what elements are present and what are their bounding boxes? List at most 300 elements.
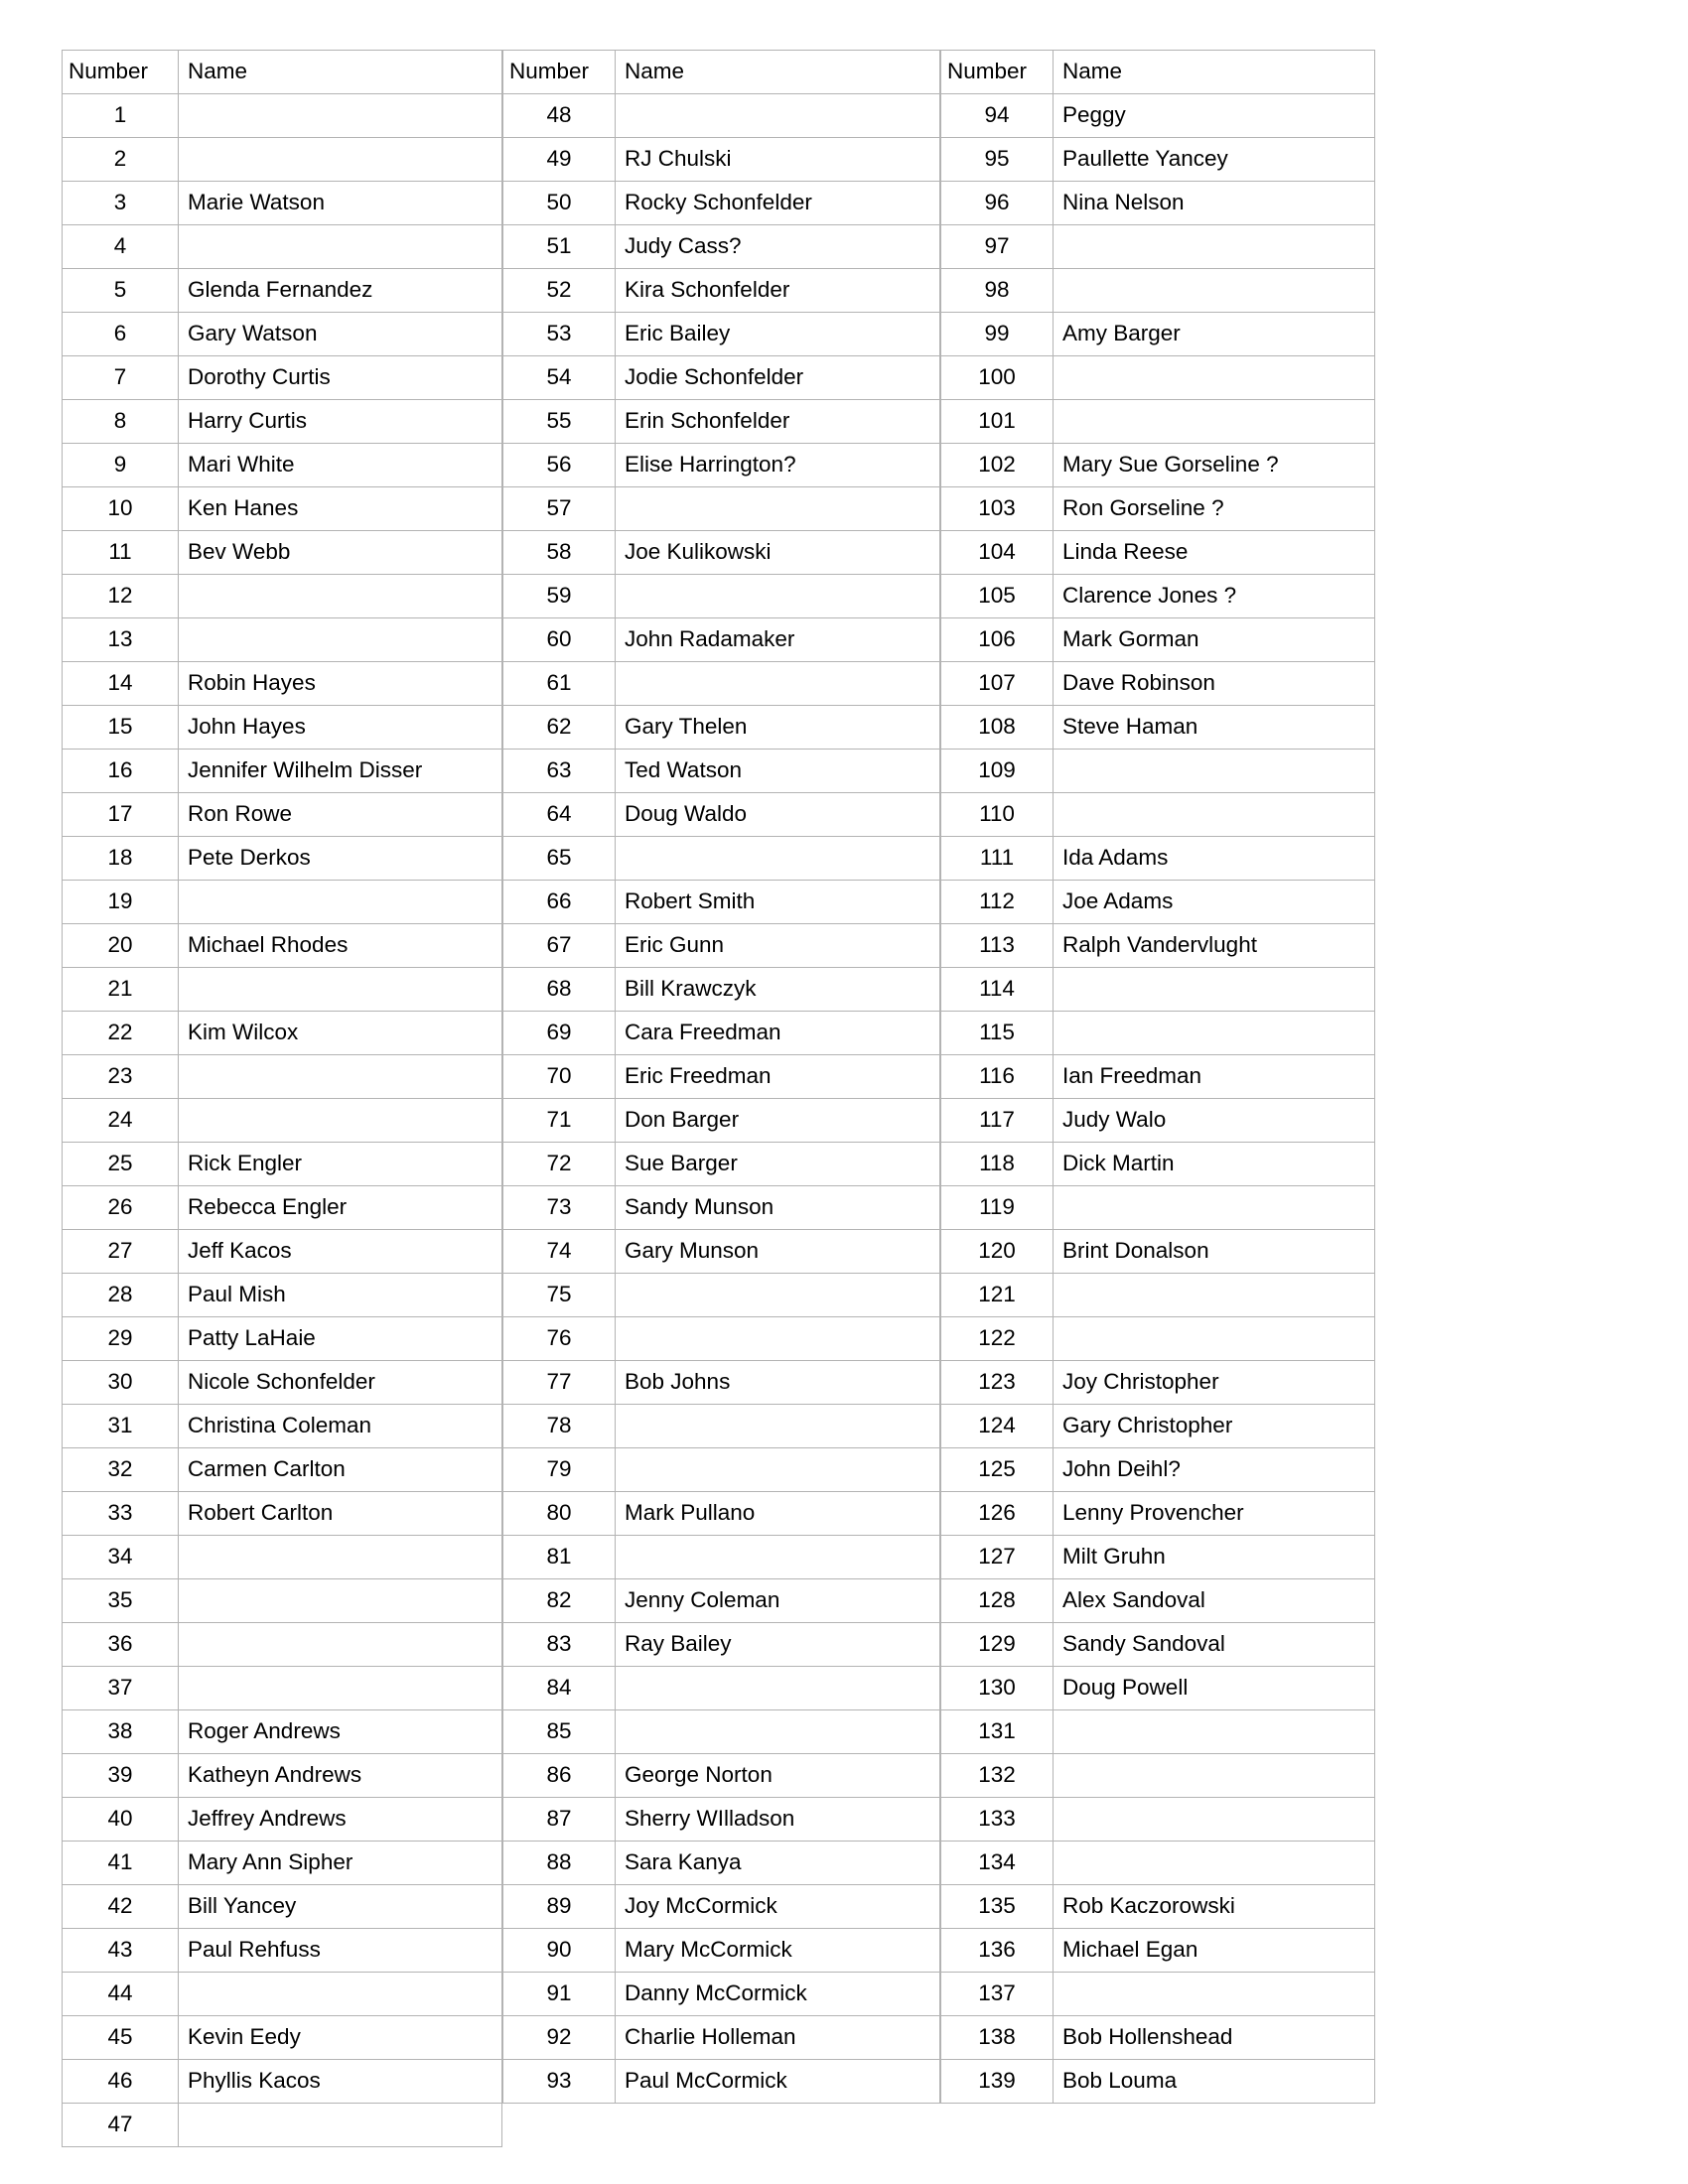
table-row (941, 531, 1375, 575)
cell-number: 3 (63, 182, 179, 225)
cell-name: Linda Reese (1054, 531, 1375, 575)
cell-name: Pete Derkos (179, 837, 502, 881)
roster-column-2 (502, 50, 940, 2104)
cell-number: 33 (63, 1492, 179, 1536)
cell-number: 52 (503, 269, 616, 313)
cell-number: 53 (503, 313, 616, 356)
table-row (503, 138, 940, 182)
table-row (63, 618, 502, 662)
cell-name: Ron Gorseline ? (1054, 487, 1375, 531)
cell-number: 29 (63, 1317, 179, 1361)
cell-name (179, 968, 502, 1012)
cell-number: 74 (503, 1230, 616, 1274)
cell-number: 56 (503, 444, 616, 487)
cell-number: 8 (63, 400, 179, 444)
cell-number: 38 (63, 1710, 179, 1754)
table-row (63, 138, 502, 182)
table-header-row (63, 51, 502, 94)
table-row (63, 750, 502, 793)
table-row (941, 1099, 1375, 1143)
cell-name: Jeffrey Andrews (179, 1798, 502, 1842)
cell-number: 99 (941, 313, 1054, 356)
column-header-number: Number (63, 51, 179, 94)
cell-name: Robert Carlton (179, 1492, 502, 1536)
cell-number: 113 (941, 924, 1054, 968)
table-row (941, 793, 1375, 837)
cell-name (616, 575, 940, 618)
table-row (503, 793, 940, 837)
cell-number: 90 (503, 1929, 616, 1973)
cell-number: 51 (503, 225, 616, 269)
cell-name: Sara Kanya (616, 1842, 940, 1885)
cell-number: 60 (503, 618, 616, 662)
table-row (941, 1492, 1375, 1536)
cell-name (616, 1405, 940, 1448)
roster-column-1 (62, 50, 502, 2147)
cell-name (1054, 968, 1375, 1012)
roster-body-1 (63, 94, 502, 2147)
cell-name: Ray Bailey (616, 1623, 940, 1667)
cell-name: Bob Louma (1054, 2060, 1375, 2104)
table-row (503, 487, 940, 531)
cell-name: Ralph Vandervlught (1054, 924, 1375, 968)
cell-number: 81 (503, 1536, 616, 1579)
cell-name: Dorothy Curtis (179, 356, 502, 400)
table-row (941, 2060, 1375, 2104)
cell-number: 136 (941, 1929, 1054, 1973)
cell-name: Don Barger (616, 1099, 940, 1143)
cell-name (1054, 1754, 1375, 1798)
table-row (503, 750, 940, 793)
cell-name: Sue Barger (616, 1143, 940, 1186)
table-row (63, 1798, 502, 1842)
cell-number: 111 (941, 837, 1054, 881)
cell-name: Michael Egan (1054, 1929, 1375, 1973)
cell-name: Kira Schonfelder (616, 269, 940, 313)
table-row (63, 837, 502, 881)
table-row (63, 1842, 502, 1885)
table-row (63, 313, 502, 356)
cell-number: 41 (63, 1842, 179, 1885)
table-row (941, 182, 1375, 225)
cell-number: 82 (503, 1579, 616, 1623)
table-row (63, 400, 502, 444)
cell-number: 7 (63, 356, 179, 400)
cell-number: 26 (63, 1186, 179, 1230)
cell-name: Mary Sue Gorseline ? (1054, 444, 1375, 487)
table-row (941, 356, 1375, 400)
cell-number: 123 (941, 1361, 1054, 1405)
table-row (503, 1317, 940, 1361)
cell-name: Jennifer Wilhelm Disser (179, 750, 502, 793)
cell-name (179, 1667, 502, 1710)
table-row (503, 1842, 940, 1885)
cell-number: 72 (503, 1143, 616, 1186)
cell-number: 124 (941, 1405, 1054, 1448)
table-row (63, 182, 502, 225)
table-row (63, 1274, 502, 1317)
cell-name: Rebecca Engler (179, 1186, 502, 1230)
cell-name: Glenda Fernandez (179, 269, 502, 313)
table-row (941, 750, 1375, 793)
table-row (941, 1973, 1375, 2016)
table-row (503, 1710, 940, 1754)
table-row (63, 1754, 502, 1798)
cell-number: 36 (63, 1623, 179, 1667)
cell-number: 54 (503, 356, 616, 400)
table-row (63, 487, 502, 531)
cell-number: 13 (63, 618, 179, 662)
cell-number: 103 (941, 487, 1054, 531)
table-row (503, 444, 940, 487)
table-row (503, 1055, 940, 1099)
cell-number: 87 (503, 1798, 616, 1842)
cell-number: 18 (63, 837, 179, 881)
cell-number: 69 (503, 1012, 616, 1055)
cell-number: 61 (503, 662, 616, 706)
cell-name: RJ Chulski (616, 138, 940, 182)
table-row (503, 400, 940, 444)
cell-name: Judy Cass? (616, 225, 940, 269)
cell-name (1054, 1186, 1375, 1230)
cell-name (179, 1623, 502, 1667)
cell-name: Sandy Munson (616, 1186, 940, 1230)
table-row (63, 1492, 502, 1536)
table-row (941, 1536, 1375, 1579)
table-row (941, 487, 1375, 531)
table-row (941, 1012, 1375, 1055)
table-row (941, 1667, 1375, 1710)
cell-name: Jodie Schonfelder (616, 356, 940, 400)
table-row (63, 1929, 502, 1973)
table-row (63, 2104, 502, 2147)
cell-number: 95 (941, 138, 1054, 182)
cell-number: 94 (941, 94, 1054, 138)
cell-name: Sandy Sandoval (1054, 1623, 1375, 1667)
cell-name: Paullette Yancey (1054, 138, 1375, 182)
cell-name: Patty LaHaie (179, 1317, 502, 1361)
table-row (63, 2016, 502, 2060)
cell-number: 24 (63, 1099, 179, 1143)
cell-name: Ian Freedman (1054, 1055, 1375, 1099)
cell-number: 27 (63, 1230, 179, 1274)
cell-number: 63 (503, 750, 616, 793)
cell-name: Bev Webb (179, 531, 502, 575)
table-row (941, 225, 1375, 269)
table-row (63, 1230, 502, 1274)
cell-name: Eric Gunn (616, 924, 940, 968)
cell-name: Peggy (1054, 94, 1375, 138)
table-row (941, 94, 1375, 138)
cell-number: 83 (503, 1623, 616, 1667)
cell-number: 6 (63, 313, 179, 356)
table-row (941, 662, 1375, 706)
table-row (63, 1143, 502, 1186)
cell-number: 88 (503, 1842, 616, 1885)
table-row (63, 1667, 502, 1710)
cell-name: Cara Freedman (616, 1012, 940, 1055)
cell-number: 17 (63, 793, 179, 837)
cell-name: Gary Thelen (616, 706, 940, 750)
cell-name (616, 487, 940, 531)
cell-name: Milt Gruhn (1054, 1536, 1375, 1579)
cell-name (616, 662, 940, 706)
cell-number: 96 (941, 182, 1054, 225)
cell-name (1054, 793, 1375, 837)
cell-name: Mari White (179, 444, 502, 487)
roster-body-3 (941, 94, 1375, 2104)
table-row (503, 1361, 940, 1405)
cell-name: Rick Engler (179, 1143, 502, 1186)
cell-number: 77 (503, 1361, 616, 1405)
table-row (63, 269, 502, 313)
cell-name: Harry Curtis (179, 400, 502, 444)
table-row (941, 1798, 1375, 1842)
cell-number: 116 (941, 1055, 1054, 1099)
table-row (503, 662, 940, 706)
cell-number: 10 (63, 487, 179, 531)
cell-name: Lenny Provencher (1054, 1492, 1375, 1536)
table-row (503, 924, 940, 968)
cell-number: 138 (941, 2016, 1054, 2060)
cell-number: 14 (63, 662, 179, 706)
table-row (63, 706, 502, 750)
table-row (63, 1579, 502, 1623)
table-row (941, 618, 1375, 662)
cell-number: 107 (941, 662, 1054, 706)
cell-number: 39 (63, 1754, 179, 1798)
cell-number: 115 (941, 1012, 1054, 1055)
cell-number: 50 (503, 182, 616, 225)
cell-name (1054, 750, 1375, 793)
cell-number: 76 (503, 1317, 616, 1361)
table-row (941, 1274, 1375, 1317)
cell-number: 100 (941, 356, 1054, 400)
cell-number: 28 (63, 1274, 179, 1317)
cell-name: Dave Robinson (1054, 662, 1375, 706)
roster-body-2 (503, 94, 940, 2104)
cell-name (616, 837, 940, 881)
table-row (503, 1492, 940, 1536)
cell-number: 11 (63, 531, 179, 575)
table-row (503, 1667, 940, 1710)
cell-number: 110 (941, 793, 1054, 837)
table-header-row (941, 51, 1375, 94)
cell-name: Danny McCormick (616, 1973, 940, 2016)
cell-number: 1 (63, 94, 179, 138)
cell-name: Phyllis Kacos (179, 2060, 502, 2104)
cell-number: 80 (503, 1492, 616, 1536)
table-row (63, 1186, 502, 1230)
table-row (63, 1448, 502, 1492)
table-row (941, 1579, 1375, 1623)
cell-name (616, 1667, 940, 1710)
table-row (63, 1405, 502, 1448)
table-row (941, 1143, 1375, 1186)
cell-number: 114 (941, 968, 1054, 1012)
cell-number: 97 (941, 225, 1054, 269)
table-row (503, 313, 940, 356)
cell-number: 104 (941, 531, 1054, 575)
cell-name (179, 1579, 502, 1623)
table-row (941, 313, 1375, 356)
cell-number: 105 (941, 575, 1054, 618)
cell-name (1054, 1798, 1375, 1842)
cell-name (1054, 225, 1375, 269)
cell-name: Bill Yancey (179, 1885, 502, 1929)
cell-name: Alex Sandoval (1054, 1579, 1375, 1623)
cell-name: Mary Ann Sipher (179, 1842, 502, 1885)
cell-name: Erin Schonfelder (616, 400, 940, 444)
cell-number: 120 (941, 1230, 1054, 1274)
table-row (941, 1885, 1375, 1929)
cell-number: 43 (63, 1929, 179, 1973)
cell-name: Joy McCormick (616, 1885, 940, 1929)
cell-number: 57 (503, 487, 616, 531)
table-row (503, 2060, 940, 2104)
column-header-number: Number (941, 51, 1054, 94)
table-row (503, 1885, 940, 1929)
cell-number: 119 (941, 1186, 1054, 1230)
cell-number: 86 (503, 1754, 616, 1798)
cell-number: 129 (941, 1623, 1054, 1667)
table-row (503, 94, 940, 138)
cell-name: Michael Rhodes (179, 924, 502, 968)
cell-name: John Radamaker (616, 618, 940, 662)
table-row (503, 531, 940, 575)
cell-name (616, 1710, 940, 1754)
table-row (941, 1317, 1375, 1361)
table-row (503, 1754, 940, 1798)
cell-number: 65 (503, 837, 616, 881)
cell-number: 71 (503, 1099, 616, 1143)
cell-number: 9 (63, 444, 179, 487)
table-row (503, 225, 940, 269)
cell-number: 22 (63, 1012, 179, 1055)
cell-name (179, 1099, 502, 1143)
cell-number: 46 (63, 2060, 179, 2104)
cell-number: 19 (63, 881, 179, 924)
cell-name (179, 1536, 502, 1579)
cell-name: Elise Harrington? (616, 444, 940, 487)
cell-number: 30 (63, 1361, 179, 1405)
cell-name: Rocky Schonfelder (616, 182, 940, 225)
cell-name (1054, 1012, 1375, 1055)
cell-name: Judy Walo (1054, 1099, 1375, 1143)
cell-name: Brint Donalson (1054, 1230, 1375, 1274)
table-row (503, 575, 940, 618)
table-row (503, 881, 940, 924)
cell-number: 64 (503, 793, 616, 837)
table-row (503, 1405, 940, 1448)
cell-name: Sherry WIlladson (616, 1798, 940, 1842)
cell-number: 75 (503, 1274, 616, 1317)
cell-number: 139 (941, 2060, 1054, 2104)
cell-number: 122 (941, 1317, 1054, 1361)
cell-name: Bill Krawczyk (616, 968, 940, 1012)
cell-number: 128 (941, 1579, 1054, 1623)
cell-name (616, 1274, 940, 1317)
table-row (63, 1536, 502, 1579)
cell-number: 137 (941, 1973, 1054, 2016)
table-row (941, 575, 1375, 618)
cell-name: George Norton (616, 1754, 940, 1798)
roster-column-3 (940, 50, 1375, 2104)
table-row (503, 1798, 940, 1842)
table-row (63, 1885, 502, 1929)
table-row (503, 1099, 940, 1143)
cell-number: 25 (63, 1143, 179, 1186)
cell-name (1054, 1973, 1375, 2016)
column-header-name: Name (616, 51, 940, 94)
cell-number: 89 (503, 1885, 616, 1929)
table-row (941, 706, 1375, 750)
cell-number: 125 (941, 1448, 1054, 1492)
cell-number: 42 (63, 1885, 179, 1929)
cell-number: 20 (63, 924, 179, 968)
cell-name (1054, 400, 1375, 444)
cell-number: 48 (503, 94, 616, 138)
table-row (63, 1361, 502, 1405)
cell-name: Nina Nelson (1054, 182, 1375, 225)
cell-number: 67 (503, 924, 616, 968)
table-row (63, 1055, 502, 1099)
table-row (941, 837, 1375, 881)
cell-name: Clarence Jones ? (1054, 575, 1375, 618)
cell-name (1054, 356, 1375, 400)
cell-name (1054, 269, 1375, 313)
cell-name: Amy Barger (1054, 313, 1375, 356)
cell-number: 16 (63, 750, 179, 793)
table-row (503, 1536, 940, 1579)
table-row (63, 94, 502, 138)
table-row (63, 1710, 502, 1754)
cell-name: Joy Christopher (1054, 1361, 1375, 1405)
cell-number: 101 (941, 400, 1054, 444)
table-row (941, 1361, 1375, 1405)
cell-number: 78 (503, 1405, 616, 1448)
cell-number: 106 (941, 618, 1054, 662)
cell-name: Eric Bailey (616, 313, 940, 356)
cell-name: Robin Hayes (179, 662, 502, 706)
cell-name (616, 1536, 940, 1579)
table-row (63, 1973, 502, 2016)
table-row (503, 706, 940, 750)
table-row (503, 618, 940, 662)
cell-number: 133 (941, 1798, 1054, 1842)
table-row (941, 1623, 1375, 1667)
cell-number: 84 (503, 1667, 616, 1710)
table-row (63, 1099, 502, 1143)
cell-name (616, 1448, 940, 1492)
cell-name: Paul Rehfuss (179, 1929, 502, 1973)
cell-number: 15 (63, 706, 179, 750)
table-row (503, 968, 940, 1012)
table-row (503, 1012, 940, 1055)
cell-name: Roger Andrews (179, 1710, 502, 1754)
cell-number: 32 (63, 1448, 179, 1492)
cell-name: Ken Hanes (179, 487, 502, 531)
cell-number: 130 (941, 1667, 1054, 1710)
cell-number: 135 (941, 1885, 1054, 1929)
cell-number: 5 (63, 269, 179, 313)
cell-number: 126 (941, 1492, 1054, 1536)
table-row (63, 924, 502, 968)
table-row (63, 2060, 502, 2104)
column-header-name: Name (1054, 51, 1375, 94)
cell-number: 31 (63, 1405, 179, 1448)
cell-name: Gary Watson (179, 313, 502, 356)
